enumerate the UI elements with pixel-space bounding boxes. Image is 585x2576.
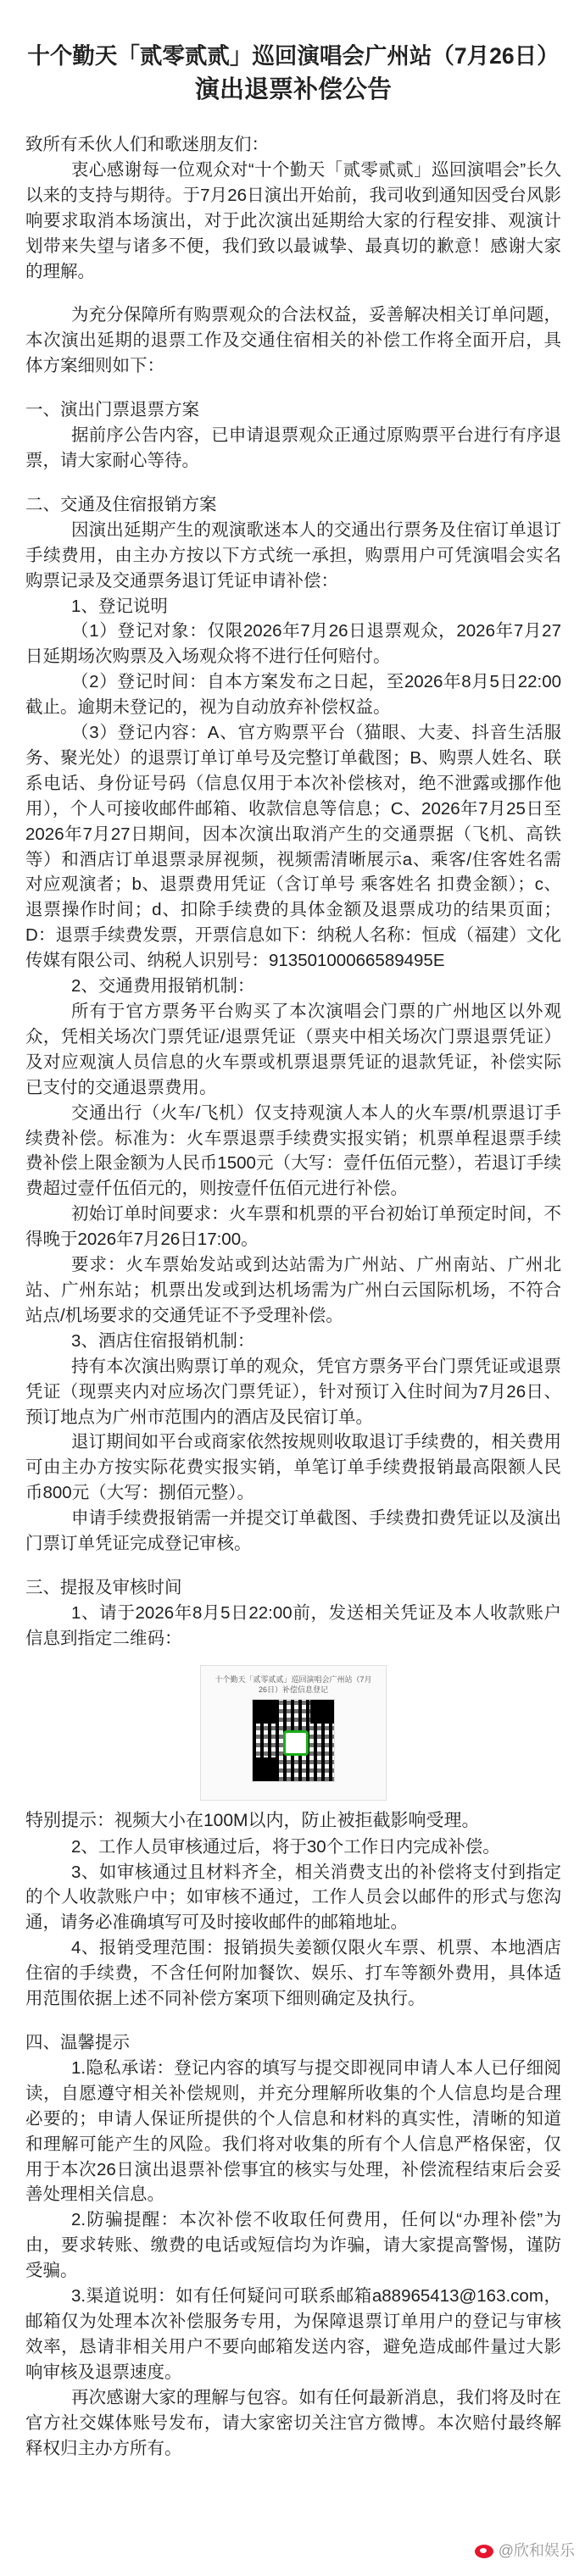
section-3-heading: 三、提报及审核时间 xyxy=(25,1577,182,1597)
transport-paragraph-3: 初始订单时间要求：火车票和机票的平台初始订单预定时间，不得晚于2026年7月26日17:00。 xyxy=(25,1204,561,1250)
transport-paragraph-4: 要求：火车票始发站或到达站需为广州站、广州南站、广州北站、广州东站；机票出发或到达机场需为广州白云国际机场，不符合站点/机场要求的交通凭证不予受理补偿。 xyxy=(25,1255,561,1325)
registration-target: （1）登记对象：仅限2026年7月26日退票观众，2026年7月27日延期场次购票及入场观众将不进行任何赔付。 xyxy=(25,621,561,667)
weibo-logo-icon xyxy=(475,2545,493,2558)
intro-paragraph-2: 为充分保障所有购票观众的合法权益，妥善解决相关订单问题，本次演出延期的退票工作及交通住宿相关的补偿工作将全面开启，具体方案细则如下： xyxy=(25,305,561,376)
section-2-sub-1: 1、登记说明 xyxy=(71,596,168,616)
registration-content: （3）登记内容：A、官方购票平台（猫眼、大麦、抖音生活服务、聚光处）的退票订单订单号及完整订单截图；B、购票人姓名、联系电话、身份证号码（信息仅用于本次补偿核对，绝不泄露或挪作他用），个人可接收邮件邮箱、收款信息等信息；C、2026年7月25日至2026年7月27日期间，因本次演出取消产生的交通票据（飞机、高铁等）和酒店订单退票录屏视频，视频需清晰展示a、乘客/住客姓名需对应观演者；b、退票费用凭证（含订单号 乘客姓名 扣费金额）；c、退票操作时间；d、扣除手续费的具体金额及退票成功的结果页面；D：退票手续费发票，开票信息如下：纳税人名称：恒成（福建）文化传媒有限公司、纳税人识别号：91350100066589495E xyxy=(25,723,561,971)
hotel-paragraph-2: 退订期间如平台或商家依然按规则收取退订手续费的，相关费用可由主办方按实际花费实报实销，单笔订单手续费报销最高限额人民币800元（大写：捌佰元整）。 xyxy=(25,1432,561,1503)
section-2-heading: 二、交通及住宿报销方案 xyxy=(25,494,217,514)
submission-paragraph-1: 1、请于2026年8月5日22:00前，发送相关凭证及本人收款账户信息到指定二维码： xyxy=(25,1602,561,1648)
section-2-sub-2: 2、交通费用报销机制： xyxy=(71,976,255,997)
qr-block xyxy=(25,1665,561,1801)
tips-paragraph-4: 再次感谢大家的理解与包容。如有任何最新消息，我们将及时在官方社交媒体账号发布，请大家密切关注官方微博。本次赔付最终解释权归主办方所有。 xyxy=(25,2387,561,2458)
section-1-heading: 一、演出门票退票方案 xyxy=(25,400,199,420)
hotel-paragraph-1: 持有本次演出购票订单的观众，凭官方票务平台门票凭证或退票凭证（现票夹内对应场次门票凭证），针对预订入住时间为7月26日、预订地点为广州市范围内的酒店及民宿订单。 xyxy=(25,1356,561,1427)
tips-paragraph-2: 2.防骗提醒：本次补偿不收取任何费用，任何以“办理补偿”为由，要求转账、缴费的电话或短信均为诈骗，请大家提高警惕，谨防受骗。 xyxy=(25,2210,561,2281)
submission-paragraph-2: 2、工作人员审核通过后，将于30个工作日内完成补偿。 xyxy=(71,1836,500,1857)
hotel-paragraph-3: 申请手续费报销需一并提交订单截图、手续费扣费凭证以及演出门票订单凭证完成登记审核。 xyxy=(25,1508,561,1554)
weibo-watermark xyxy=(475,2539,575,2564)
section-2-sub-3: 3、酒店住宿报销机制： xyxy=(71,1330,255,1351)
registration-time: （2）登记时间：自本方案发布之日起，至2026年8月5日22:00截止。逾期未登记的，视为自动放弃补偿权益。 xyxy=(25,672,561,718)
title-line-2: 演出退票补偿公告 xyxy=(194,76,392,103)
submission-paragraph-4: 4、报销受理范围：报销损失姜额仅限火车票、机票、本地酒店住宿的手续费，不含任何附加餐饮、娱乐、打车等额外费用，具体适用范围依据上述不同补偿方案项下细则确定及执行。 xyxy=(25,1938,561,2009)
qr-code-icon[interactable] xyxy=(253,1700,334,1781)
announcement-title xyxy=(25,39,561,107)
section-4-heading: 四、温馨提示 xyxy=(25,2033,130,2052)
announcement-document xyxy=(25,39,561,2461)
section-1-body: 据前序公告内容，已申请退票观众正通过原购票平台进行有序退票，请大家耐心等待。 xyxy=(25,425,561,470)
transport-paragraph-2: 交通出行（火车/飞机）仅支持观演人本人的火车票/机票退订手续费补偿。标准为：火车票退票手续费实报实销；机票单程退票手续费补偿上限金额为人民币1500元（大写：壹仟伍佰元整），若退订手续费超过壹仟伍佰元的，则按壹仟伍佰元进行补偿。 xyxy=(25,1102,561,1199)
intro-paragraph-1: 衷心感谢每一位观众对“十个勤天「贰零贰贰」巡回演唱会”长久以来的支持与期待。于7月26日演出开始前，我司收到通知因受台风影响要求取消本场演出，对于此次演出延期给大家的行程安排、观演计划带来失望与诸多不便，我们致以最诚挚、最真切的歉意！感谢大家的理解。 xyxy=(25,159,561,281)
submission-paragraph-3: 3、如审核通过且材料齐全，相关消费支出的补偿将支付到指定的个人收款账户中；如审核不通过，工作人员会以邮件的形式与您沟通，请务必准确填写可及时接收邮件的邮箱地址。 xyxy=(25,1862,561,1933)
qr-caption: 十个勤天「贰零贰贰」巡回演唱会广州站（7月26日）补偿信息登记 xyxy=(214,1674,372,1694)
transport-paragraph-1: 所有于官方票务平台购买了本次演唱会门票的广州地区以外观众，凭相关场次门票凭证/退票凭证（票夹中相关场次门票退票凭证）及对应观演人员信息的火车票或机票退票凭证的退款凭证，补偿实际已支付的交通退票费用。 xyxy=(25,1002,561,1097)
tips-paragraph-1: 1.隐私承诺：登记内容的填写与提交即视同申请人本人已仔细阅读，自愿遵守相关补偿规则，并充分理解所收集的个人信息均是合理必要的；申请人保证所提供的个人信息和材料的真实性，清晰的知道和理解可能产生的风险。我们将对收集的所有个人信息严格保密，仅用于本次26日演出退票补偿事宜的核实与处理，补偿流程结束后会妥善处理相关信息。 xyxy=(25,2057,561,2205)
section-2-intro: 因演出延期产生的观演歌迷本人的交通出行票务及住宿订单退订手续费用，由主办方按以下方式统一承担，购票用户可凭演唱会实名购票记录及交通票务退订凭证申请补偿： xyxy=(25,519,561,591)
watermark-text: @欣和娱乐 xyxy=(498,2542,575,2560)
tips-paragraph-3: 3.渠道说明：如有任何疑问可联系邮箱a88965413@163.com，邮箱仅为处理本次补偿服务专用，为保障退票订单用户的登记与审核效率，恳请非相关用户不要向邮箱发送内容，避免造成邮件量过大影响审核及退票速度。 xyxy=(25,2286,561,2382)
special-note: 特别提示：视频大小在100M以内，防止被拒截影响受理。 xyxy=(25,1810,480,1830)
title-line-1: 十个勤天「贰零贰贰」巡回演唱会广州站（7月26日） xyxy=(27,43,560,69)
greeting: 致所有禾伙人们和歌迷朋友们： xyxy=(25,135,269,154)
qr-card[interactable] xyxy=(200,1665,387,1801)
